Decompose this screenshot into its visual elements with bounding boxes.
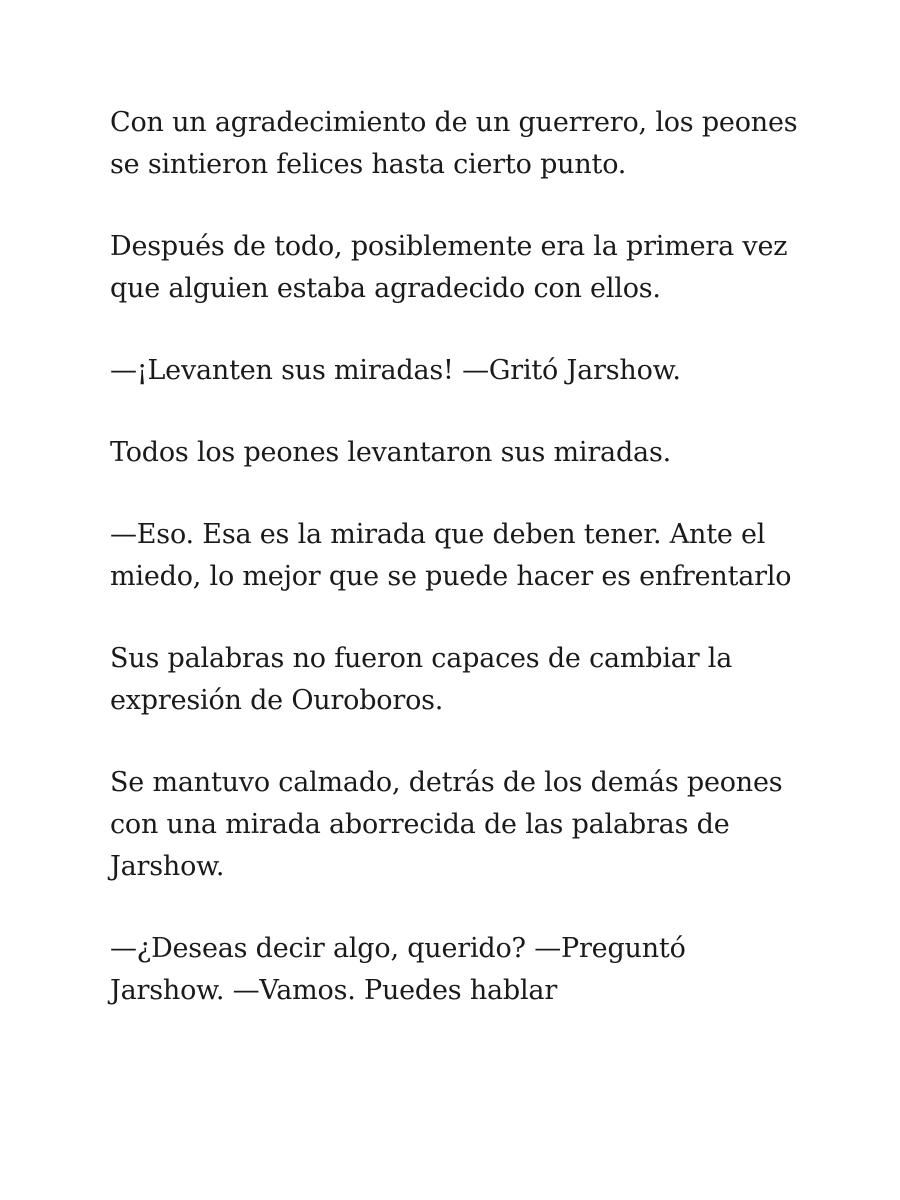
paragraph-7: Se mantuvo calmado, detrás de los demás peones con una mirada aborrecida de las palabras de Jarshow. — [110, 767, 783, 882]
paragraph-6: Sus palabras no fueron capaces de cambiar la expresión de Ouroboros. — [110, 643, 733, 716]
paragraph-3: —¡Levanten sus miradas! —Gritó Jarshow. — [110, 355, 681, 386]
paragraph-1: Con un agradecimiento de un guerrero, los peones se sintieron felices hasta cierto punto. — [110, 107, 798, 180]
story-text — [110, 102, 800, 1052]
paragraph-4: Todos los peones levantaron sus miradas. — [110, 437, 671, 468]
paragraph-8: —¿Deseas decir algo, querido? —Preguntó Jarshow. —Vamos. Puedes hablar — [110, 933, 686, 1006]
paragraph-5: —Eso. Esa es la mirada que deben tener. Ante el miedo, lo mejor que se puede hacer es enfrentarlo — [110, 519, 792, 592]
paragraph-2: Después de todo, posiblemente era la primera vez que alguien estaba agradecido con ellos. — [110, 231, 788, 304]
